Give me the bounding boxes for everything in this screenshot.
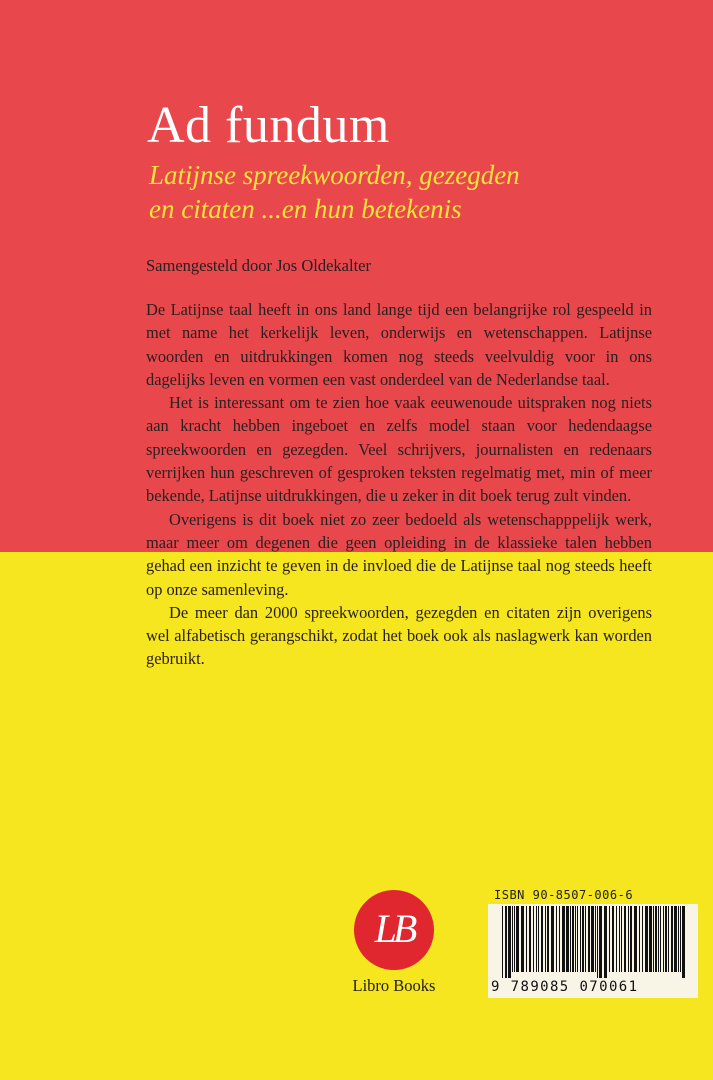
barcode-bar [547, 906, 549, 972]
barcode-bar [591, 906, 594, 972]
blurb-paragraph-2: Het is interessant om te zien hoe vaak eeuwenoude uitspraken nog niets aan kracht hebben ingeboet en zelfs model staan voor hedendaagse spreekwoorden en gezegden. Veel schrijvers, journalisten en redenaars verrijken hun geschreven of gesproken teksten regelmatig met, min of meer bekende, Latijnse uitdrukkingen, die u zeker in dit boek terug zult vinden. [146, 393, 652, 506]
barcode-bar [536, 906, 537, 972]
publisher-name: Libro Books [352, 976, 436, 995]
publisher-logo-letters: LB [374, 906, 414, 951]
barcode-bar [556, 906, 557, 972]
barcode-bar [658, 906, 659, 972]
barcode-bar [562, 906, 565, 972]
barcode-bar [566, 906, 569, 972]
blurb-text [146, 298, 652, 671]
barcode-bar [577, 906, 578, 972]
subtitle-line-1: Latijnse spreekwoorden, gezegden [149, 160, 520, 190]
blurb-paragraph-3: Overigens is dit boek niet zo zeer bedoeld als wetenschapppelijk werk, maar meer om degenen die geen opleiding in de klassieke talen hebben gehad een inzicht te geven in de invloed die de Latijnse taal nog steeds heeft op onze samenleving. [146, 509, 652, 599]
barcode-bar [580, 906, 581, 972]
barcode-bar [678, 906, 679, 972]
barcode-bar [604, 906, 607, 978]
barcode-bar [599, 906, 602, 978]
barcode-bar [521, 906, 524, 972]
book-title: Ad fundum [147, 97, 390, 154]
barcode-bar [516, 906, 519, 972]
subtitle-line-2: en citaten ...en hun betekenis [149, 194, 462, 224]
barcode-bar [502, 906, 503, 978]
barcode-bar [634, 906, 637, 972]
barcode-bar [653, 906, 654, 972]
barcode-bar [514, 906, 515, 972]
barcode-bar [671, 906, 673, 972]
barcode-bar [533, 906, 534, 972]
barcode-bar [630, 906, 632, 972]
barcode-bar [551, 906, 554, 972]
barcode-bar [674, 906, 677, 972]
barcode-bar [588, 906, 590, 972]
barcode-bar [616, 906, 617, 972]
barcode-digits: 9 789085 070061 [491, 979, 639, 995]
barcode-bar [570, 906, 571, 972]
barcode-icon [500, 906, 690, 978]
compiled-by-credit: Samengesteld door Jos Oldekalter [146, 256, 371, 275]
blurb-paragraph-1: De Latijnse taal heeft in ons land lange tijd een belangrijke rol gespeeld in met name het kerkelijk leven, onderwijs en wetenschappen. Latijnse woorden en uitdrukkingen komen nog steeds veelvuldig voor in ons dagelijks leven en vormen een vast onderdeel van de Nederlandse taal. [146, 300, 652, 389]
barcode-bar [663, 906, 664, 972]
barcode-bar [609, 906, 610, 972]
barcode-bar [595, 906, 596, 972]
barcode-bar [642, 906, 643, 972]
publisher-logo [354, 890, 434, 970]
barcode-bar [621, 906, 622, 972]
barcode-bar [624, 906, 626, 972]
barcode-bar [665, 906, 667, 972]
isbn-label: ISBN 90-8507-006-6 [494, 888, 634, 902]
barcode-bar [582, 906, 584, 972]
barcode-bar [668, 906, 669, 972]
barcode-bar [645, 906, 648, 972]
barcode-bar [639, 906, 640, 972]
barcode-bar [612, 906, 614, 972]
barcode-bar [649, 906, 652, 972]
barcode-bar [559, 906, 560, 972]
barcode-bar [680, 906, 681, 972]
book-subtitle [149, 158, 520, 226]
barcode-bar [628, 906, 629, 972]
barcode-bar [512, 906, 513, 972]
barcode-bar [655, 906, 657, 972]
barcode-bar [526, 906, 527, 972]
barcode-bar [660, 906, 661, 972]
barcode-bar [597, 906, 598, 978]
barcode-bar [619, 906, 620, 972]
barcode-bar [585, 906, 586, 972]
barcode-bar [682, 906, 685, 978]
barcode-bar [575, 906, 576, 972]
blurb-paragraph-4: De meer dan 2000 spreekwoorden, gezegden en citaten zijn overigens wel alfabetisch gerangschikt, zodat het boek ook als naslagwerk kan worden gebruikt. [146, 602, 652, 669]
barcode-bar [538, 906, 539, 972]
barcode-bar [505, 906, 507, 978]
barcode-bar [529, 906, 531, 972]
barcode-bar [508, 906, 511, 978]
barcode-bar [541, 906, 543, 972]
barcode-bar [545, 906, 546, 972]
barcode-bar [572, 906, 574, 972]
